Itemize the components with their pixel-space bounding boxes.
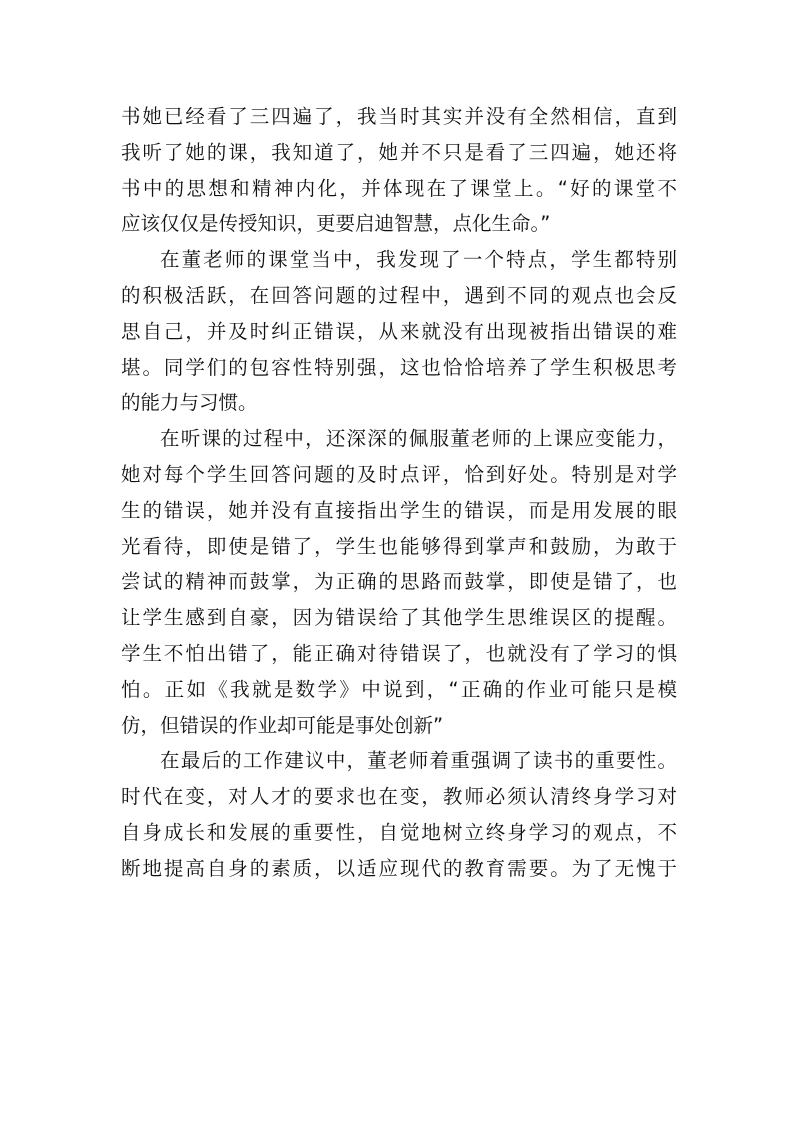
text-line: 在最后的工作建议中，董老师着重强调了读书的重要性。 [160,749,677,773]
text-line: 的能力与习惯。 [121,391,258,415]
text-line: 学生不怕出错了，能正确对待错误了，也就没有了学习的惧 [121,641,677,665]
text-line: 光看待，即使是错了，学生也能够得到掌声和鼓励，为敢于 [121,534,677,558]
text-line: 她对每个学生回答问题的及时点评，恰到好处。特别是对学 [121,462,677,486]
document-body [121,99,677,887]
text-line: 怕。正如《我就是数学》中说到，“正确的作业可能只是模 [121,677,677,701]
text-line: 的积极活跃，在回答问题的过程中，遇到不同的观点也会反 [121,283,677,307]
paragraph-4 [121,743,677,886]
text-line: 自身成长和发展的重要性，自觉地树立终身学习的观点，不 [121,820,677,844]
text-line: 书中的思想和精神内化，并体现在了课堂上。“好的课堂不 [121,176,677,200]
text-line: 尝试的精神而鼓掌，为正确的思路而鼓掌，即使是错了，也 [121,570,677,594]
text-line: 书她已经看了三四遍了，我当时其实并没有全然相信，直到 [121,105,677,128]
text-line: 我听了她的课，我知道了，她并不只是看了三四遍，她还将 [121,140,677,164]
text-line: 在听课的过程中，还深深的佩服董老师的上课应变能力， [160,427,677,451]
text-line: 时代在变，对人才的要求也在变，教师必须认清终身学习对 [121,785,677,809]
text-line: 应该仅仅是传授知识，更要启迪智慧，点化生命。” [121,212,551,236]
paragraph-3 [121,421,677,743]
text-line: 让学生感到自豪，因为错误给了其他学生思维误区的提醒。 [121,606,677,630]
text-line: 断地提高自身的素质，以适应现代的教育需要。为了无愧于 [121,856,677,880]
paragraph-1 [121,99,677,242]
paragraph-2 [121,242,677,421]
text-line: 仿，但错误的作业却可能是事处创新” [121,713,444,737]
text-line: 在董老师的课堂当中，我发现了一个特点，学生都特别 [160,248,677,272]
text-line: 堪。同学们的包容性特别强，这也恰恰培养了学生积极思考 [121,355,677,379]
text-line: 思自己，并及时纠正错误，从来就没有出现被指出错误的难 [121,319,677,343]
text-line: 生的错误，她并没有直接指出学生的错误，而是用发展的眼 [121,498,677,522]
